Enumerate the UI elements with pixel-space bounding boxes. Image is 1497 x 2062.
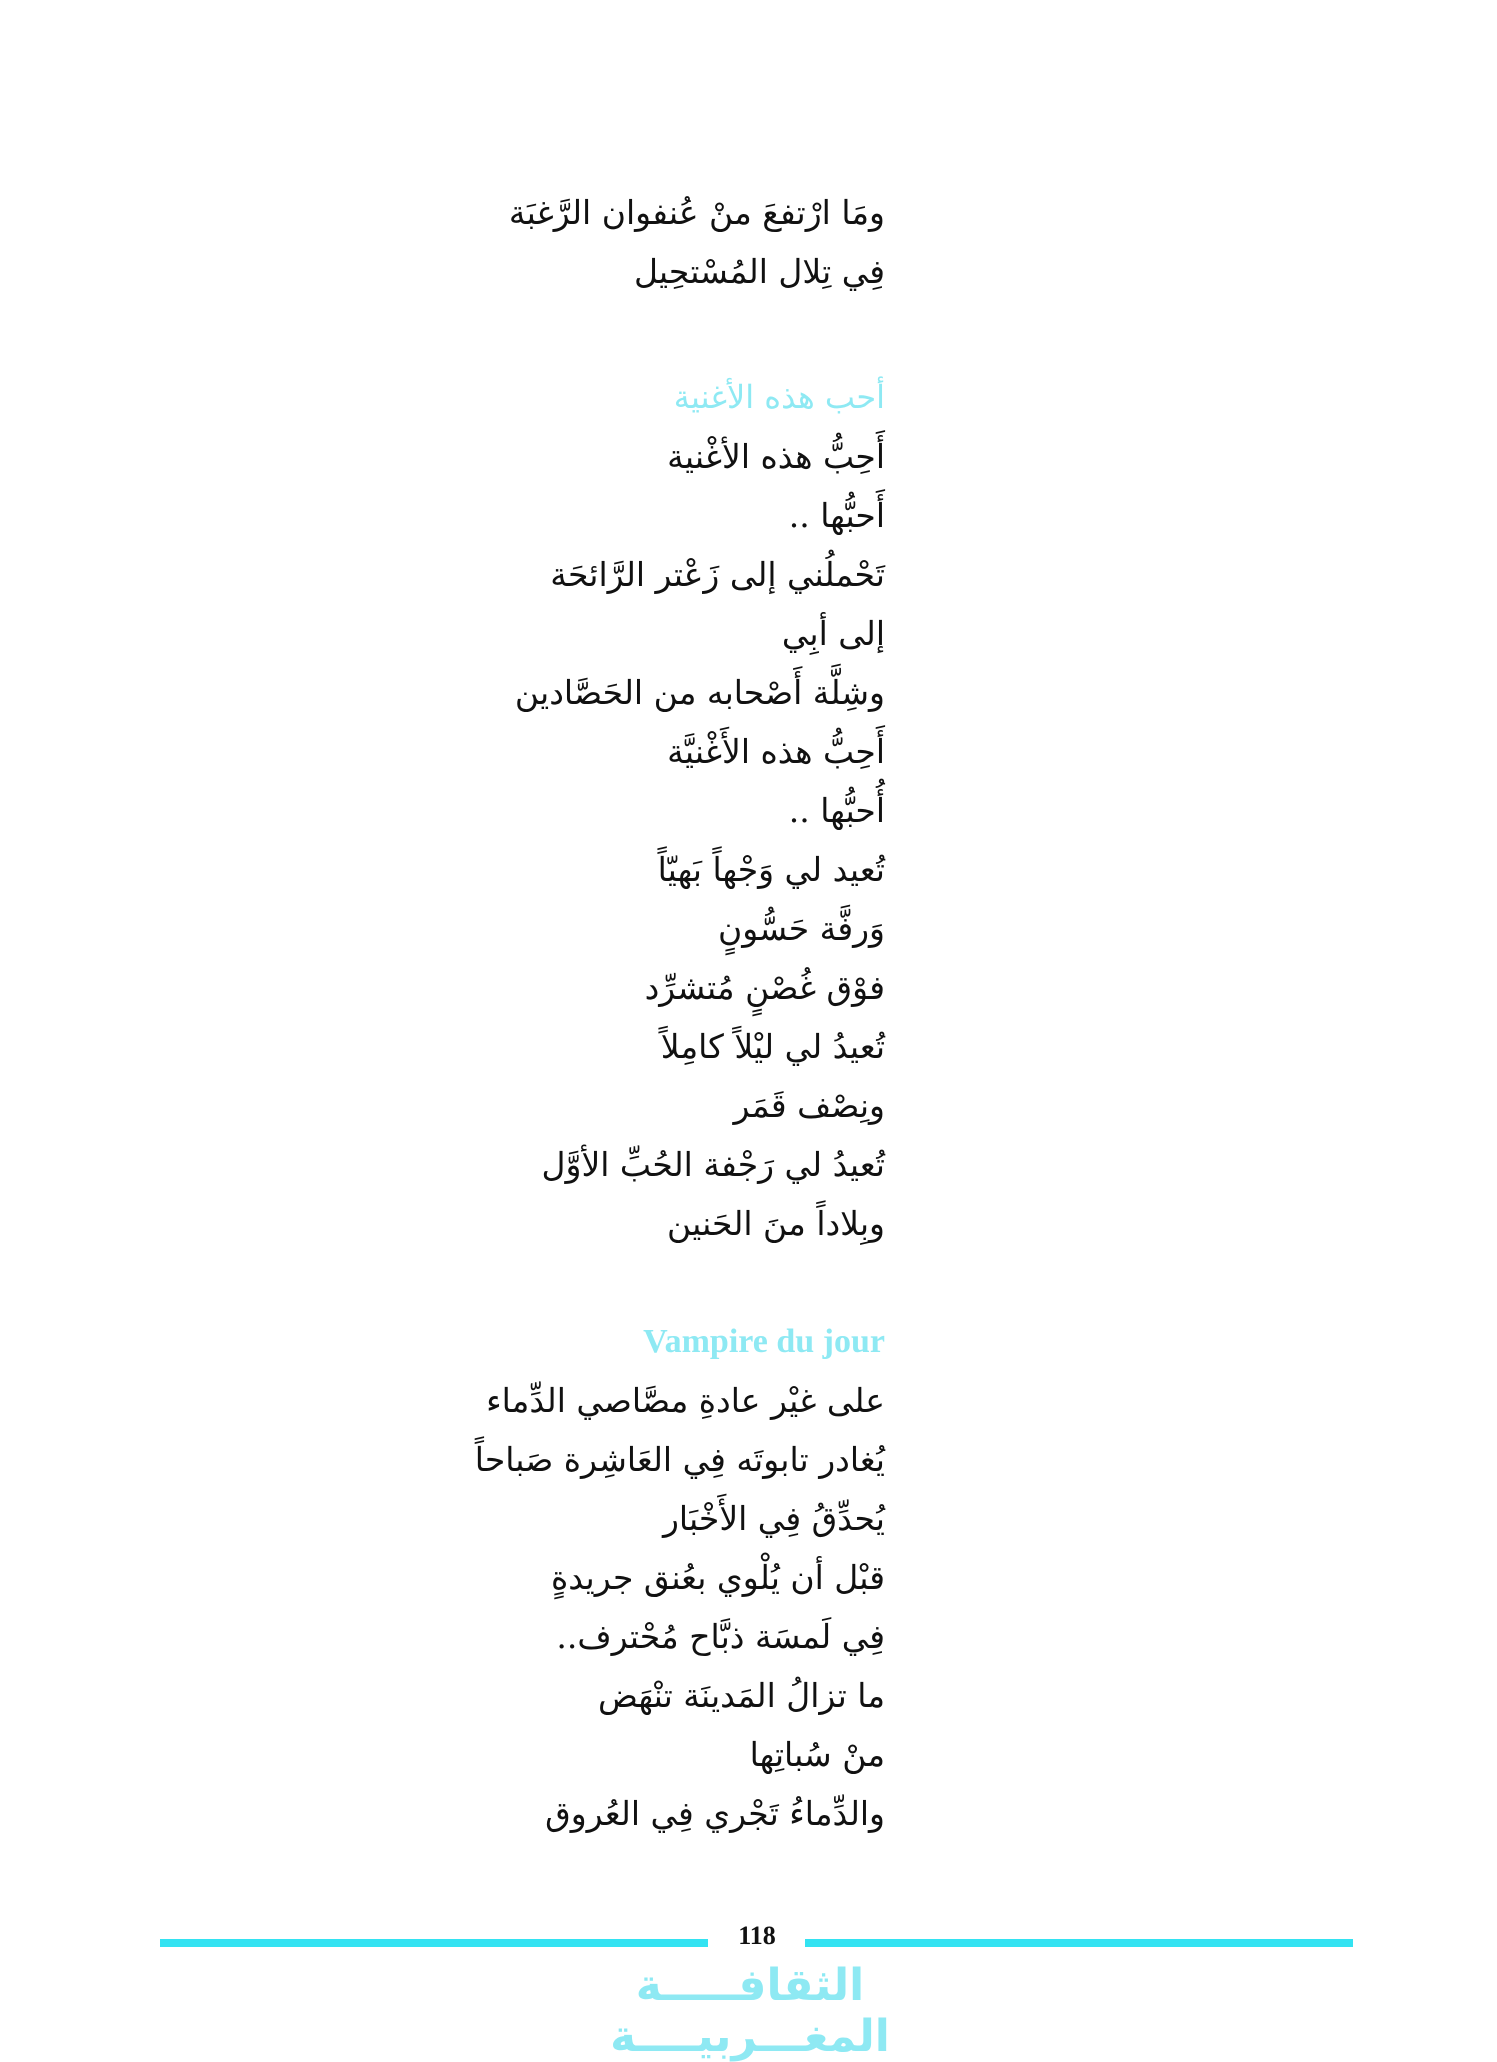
magazine-masthead: الثقافـــــة المغـــربيــــة	[610, 1960, 890, 2062]
poem-line: فِي تِلال المُسْتحِيل	[633, 252, 885, 291]
footer-rule-right	[805, 1939, 1353, 1947]
poem-ending	[509, 183, 885, 301]
poem-line: والدِّماءُ تَجْري فِي العُروق	[545, 1794, 885, 1833]
poem-line: وشِلَّة أَصْحابه من الحَصَّادين	[514, 673, 885, 712]
poem-line: ونِصْف قَمَر	[733, 1086, 885, 1125]
poem-line: أَحِبُّ هذه الأغْنية	[667, 437, 885, 476]
page-number: 118	[738, 1921, 776, 1950]
poem-vampire	[475, 1312, 885, 1843]
poem-line: على غيْر عادةِ مصَّاصي الدِّماء	[486, 1381, 885, 1420]
poem-line: فوْق غُصْنٍ مُتشرِّد	[644, 968, 885, 1007]
poem-line: إلى أبِي	[781, 614, 885, 653]
poem-song	[515, 368, 885, 1253]
poem-line: تُعيد لي وَجْهاً بَهيّاً	[657, 850, 885, 889]
poem-title: أحب هذه الأغنية	[673, 378, 885, 416]
poem-line: أُحبُّها ..	[788, 791, 885, 830]
poem-line: ومَا ارْتفعَ منْ عُنفوان الرَّغبَة	[508, 193, 885, 232]
poem-title: Vampire du jour	[643, 1323, 885, 1360]
poem-line: تَحْملُني إلى زَعْتر الرَّائحَة	[550, 555, 885, 594]
poem-line: منْ سُباتِها	[749, 1735, 885, 1774]
poem-line: وَرفَّة حَسُّونٍ	[718, 909, 885, 948]
poem-line: فِي لَمسَة ذبَّاح مُحْترف..	[556, 1617, 885, 1656]
poem-line: تُعيدُ لي ليْلاً كامِلاً	[660, 1027, 885, 1066]
poem-line: قبْل أن يُلْوي بعُنق جريدةٍ	[550, 1558, 885, 1597]
poem-line: يُغادر تابوتَه فِي العَاشِرة صَباحاً	[474, 1440, 885, 1479]
poem-line: أَحِبُّ هذه الأَغْنيَّة	[667, 732, 885, 771]
poem-line: أَحبُّها ..	[788, 496, 885, 535]
poem-line: ما تزالُ المَدينَة تنْهَض	[598, 1676, 885, 1715]
poem-line: وبِلاداً منَ الحَنين	[666, 1204, 885, 1243]
footer-rule-left	[160, 1939, 708, 1947]
poem-line: تُعيدُ لي رَجْفة الحُبِّ الأوَّل	[541, 1145, 885, 1184]
poem-line: يُحدِّقُ فِي الأَخْبَار	[662, 1499, 885, 1538]
